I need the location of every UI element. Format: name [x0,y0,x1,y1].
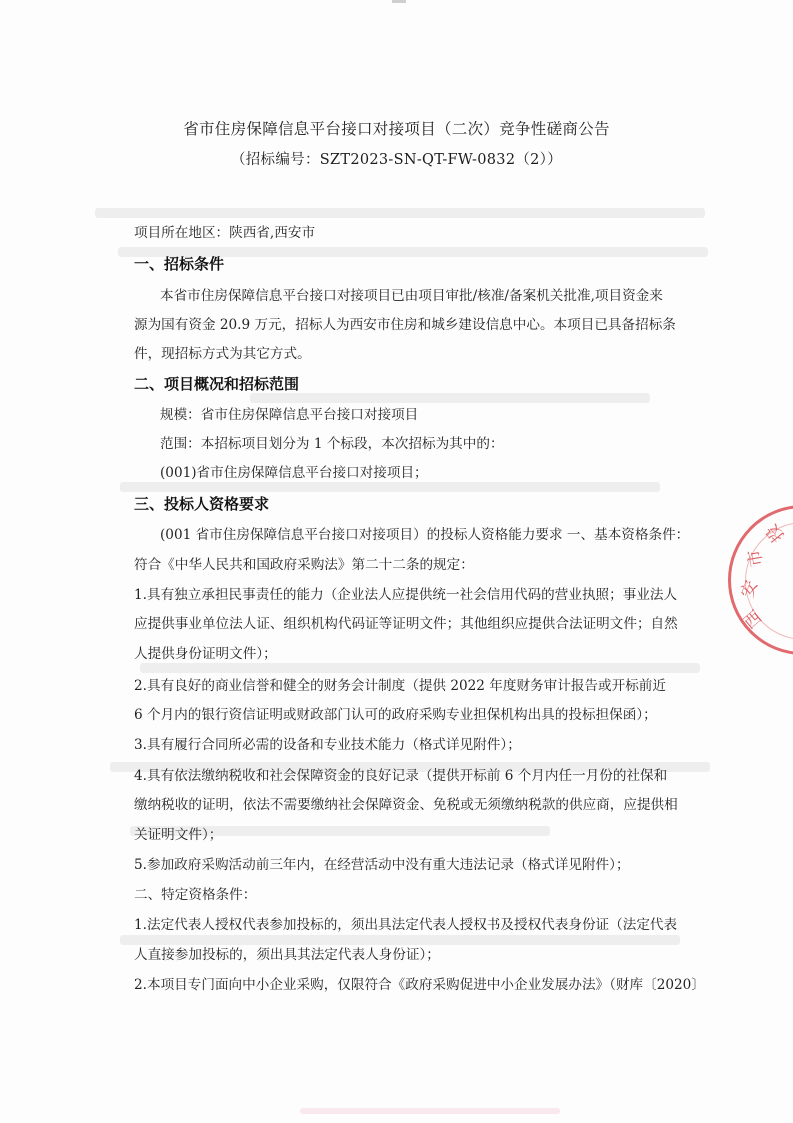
paragraph-line: 2.具有良好的商业信誉和健全的财务会计制度（提供 2022 年度财务审计报告或开标前近 [134,678,666,694]
paragraph-line: 源为国有资金 20.9 万元，招标人为西安市住房和城乡建设信息中心。本项目已具备招标条 [134,317,676,333]
section-heading: 一、招标条件 [134,255,225,273]
scan-mark [392,0,406,3]
paragraph-line: 本省市住房保障信息平台接口对接项目已由项目审批/核准/备案机关批准,项目资金来 [160,288,663,304]
scan-mark [300,1108,560,1114]
paragraph-line: 6 个月内的银行资信证明或财政部门认可的政府采购专业担保机构出具的投标担保函）； [134,707,657,723]
seal-char: 投 [762,519,789,546]
paragraph-line: 5.参加政府采购活动前三年内，在经营活动中没有重大违法记录（格式详见附件）； [134,857,630,873]
scan-bleed [120,482,660,492]
paragraph-line: (001 省市住房保障信息平台接口对接项目）的投标人资格能力要求 一、基本资格条件： [160,527,690,543]
paragraph-line: 应提供事业单位法人证、组织机构代码证等证明文件；其他组织应提供合法证明文件；自然 [134,616,678,632]
bid-number: （招标编号：SZT2023-SN-QT-FW-0832（2）） [230,152,563,168]
paragraph-line: 符合《中华人民共和国政府采购法》第二十二条的规定： [134,557,474,573]
document-title: 省市住房保障信息平台接口对接项目（二次）竞争性磋商公告 [183,120,610,138]
paragraph-line: 范围：本招标项目划分为 1 个标段，本次招标为其中的： [160,436,504,452]
paragraph-line: 3.具有履行合同所必需的设备和专业技术能力（格式详见附件）； [134,737,521,753]
paragraph-line: 1.法定代表人授权代表参加投标的，须出具法定代表人授权书及授权代表身份证（法定代表 [134,917,678,933]
scan-bleed [95,208,705,218]
scan-bleed [120,935,680,945]
paragraph-line: 件，现招标方式为其它方式。 [134,346,311,362]
section-heading: 二、项目概况和招标范围 [134,375,300,393]
seal-char: 市 [744,547,768,569]
paragraph-line: (001)省市住房保障信息平台接口对接项目； [160,465,428,481]
paragraph-line: 二、特定资格条件： [134,887,257,903]
paragraph-line: 人提供身份证明文件）； [134,646,277,662]
paragraph-line: 2.本项目专门面向中小企业采购，仅限符合《政府采购促进中小企业发展办法》（财库〔2020〕 [134,977,705,993]
paragraph-line: 缴纳税收的证明，依法不需要缴纳社会保障资金、免税或无须缴纳税款的供应商，应提供相 [134,797,678,813]
seal-char: 安 [737,577,763,601]
scan-bleed [140,663,700,673]
paragraph-line: 人直接参加投标的，须出具其法定代表人身份证）； [134,947,440,963]
paragraph-line: 4.具有依法缴纳税收和社会保障资金的良好记录（提供开标前 6 个月内任一月份的社保和 [134,768,668,784]
seal-char: 西 [740,607,767,634]
section-heading: 三、投标人资格要求 [134,495,270,513]
paragraph-line: 关证明文件）； [134,827,223,843]
scan-bleed [250,393,650,403]
region-line: 项目所在地区：陕西省,西安市 [134,225,316,241]
official-seal [728,505,793,655]
paragraph-line: 规模：省市住房保障信息平台接口对接项目 [160,407,419,423]
paragraph-line: 1.具有独立承担民事责任的能力（企业法人应提供统一社会信用代码的营业执照；事业法人 [134,587,678,603]
